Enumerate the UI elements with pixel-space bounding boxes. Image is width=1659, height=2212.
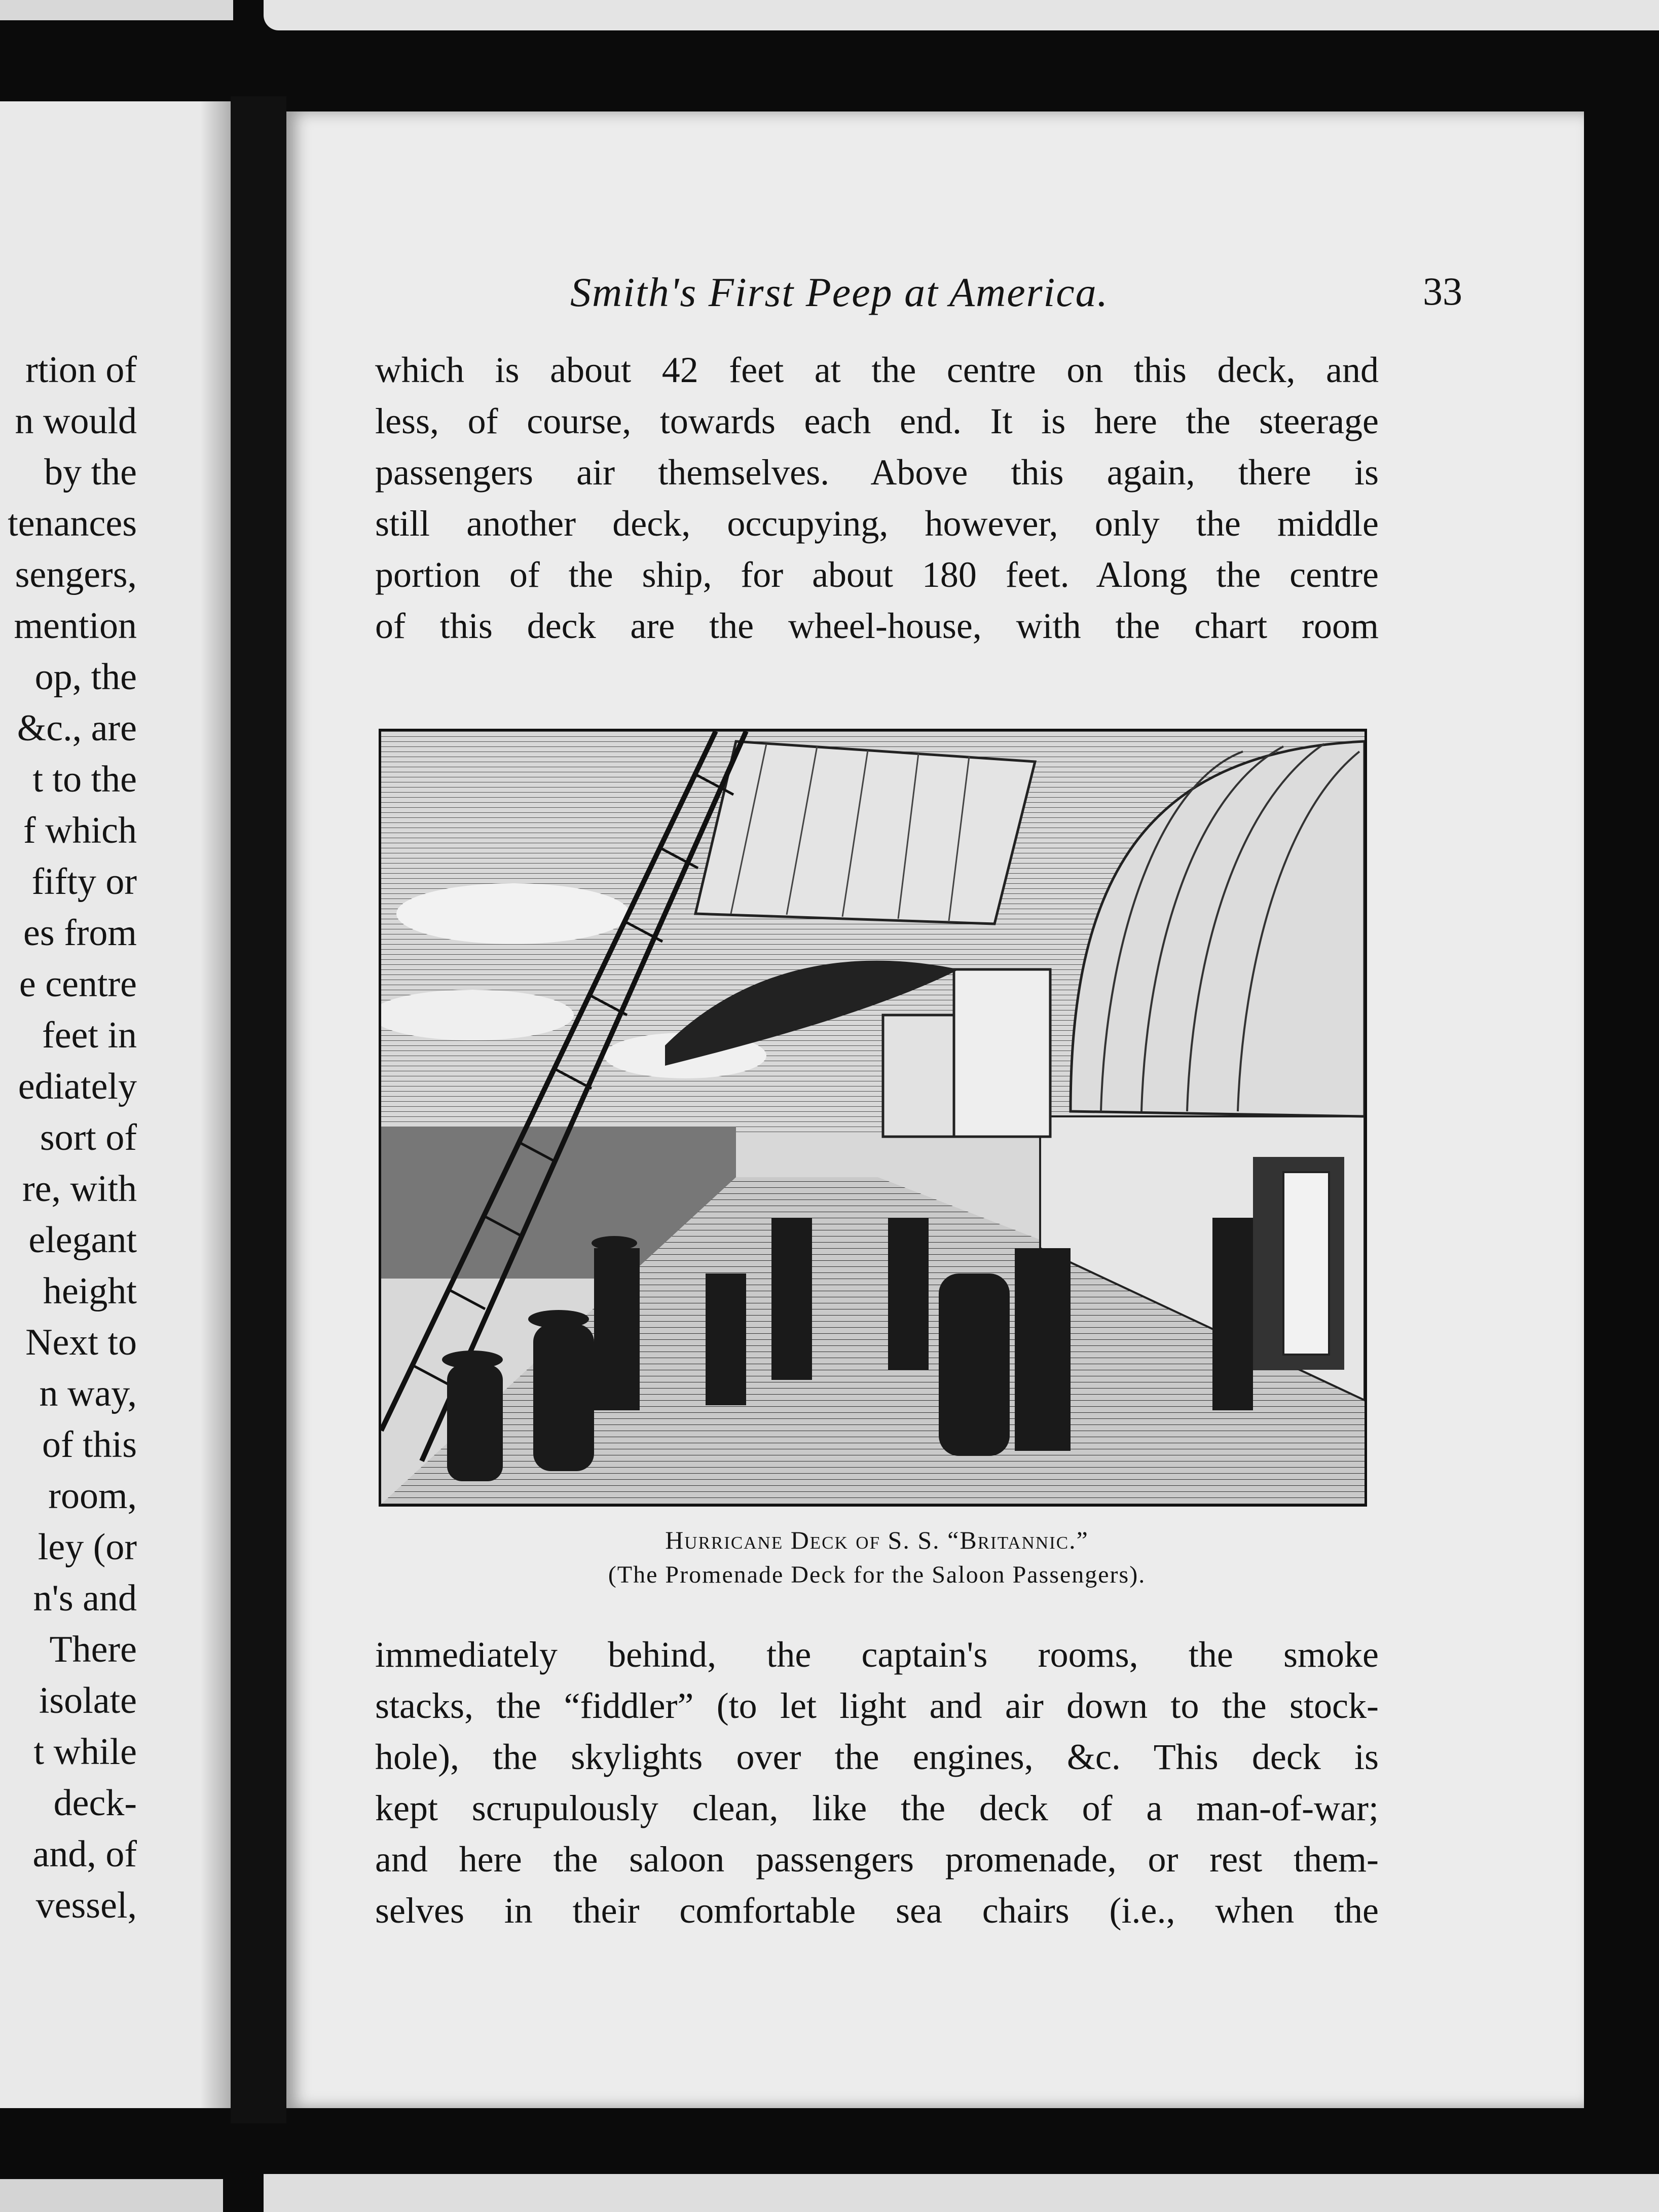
left-page-line: ediately: [18, 1066, 137, 1107]
left-page-line: re, with: [22, 1168, 137, 1210]
left-page-line: sort of: [40, 1117, 137, 1158]
left-page-line: vessel,: [35, 1885, 137, 1926]
text-line: selves in their comfortable sea chairs (i.e., when the: [375, 1890, 1379, 1931]
text-line: portion of the ship, for about 180 feet. Along the centre: [375, 554, 1379, 595]
left-page-line: n would: [15, 400, 137, 442]
left-page-line: mention: [14, 605, 137, 647]
running-title: Smith's First Peep at America.: [570, 269, 1109, 315]
adjacent-page-edge-top: [264, 0, 1659, 30]
left-page-line: n's and: [33, 1578, 137, 1619]
text-line: which is about 42 feet at the centre on this deck, and: [375, 350, 1379, 390]
left-page-line: deck-: [53, 1782, 137, 1824]
paragraph-top: [375, 345, 1379, 652]
left-page-line: n way,: [39, 1373, 137, 1414]
text-line: and here the saloon passengers promenade, or rest them-: [375, 1839, 1379, 1880]
left-page-line: height: [43, 1270, 137, 1312]
left-page-line: sengers,: [15, 554, 137, 595]
left-page-line: elegant: [28, 1219, 137, 1261]
funnel: [883, 1015, 954, 1137]
left-page-line: isolate: [39, 1680, 137, 1721]
left-page-line: room,: [48, 1475, 137, 1517]
text-line: immediately behind, the captain's rooms, the smoke: [375, 1634, 1379, 1675]
left-page-line: op, the: [34, 656, 137, 698]
text-line: stacks, the “fiddler” (to let light and air down to the stock-: [375, 1685, 1379, 1726]
left-page-line: t while: [33, 1731, 137, 1773]
text-line: of this deck are the wheel-house, with the chart room: [375, 606, 1379, 646]
caption-title: Hurricane Deck of S. S. “Britannic.”: [665, 1526, 1089, 1554]
left-page-line: of this: [42, 1424, 137, 1466]
illustration-hurricane-deck: [379, 729, 1367, 1507]
text-line: still another deck, occupying, however, only the middle: [375, 503, 1379, 544]
left-page-line: &c., are: [17, 707, 137, 749]
book-gutter: [231, 96, 286, 2123]
left-page-line: fifty or: [31, 861, 137, 903]
spine-shadow: [200, 101, 231, 2108]
left-page-line: feet in: [42, 1015, 137, 1056]
text-line: less, of course, towards each end. It is here the steerage: [375, 401, 1379, 441]
caption-subtitle: (The Promenade Deck for the Saloon Passengers).: [608, 1561, 1146, 1588]
text-line: passengers air themselves. Above this again, there is: [375, 452, 1379, 493]
cabin-door-panel: [1283, 1172, 1329, 1355]
left-page-line: f which: [23, 810, 137, 851]
left-facing-page: [0, 101, 231, 2108]
left-page-line: by the: [44, 452, 137, 493]
left-page-line: es from: [23, 912, 137, 954]
figure-caption: [375, 1525, 1379, 1589]
main-page: [286, 111, 1584, 2108]
text-line: hole), the skylights over the engines, &c. This deck is: [375, 1737, 1379, 1777]
cloud: [396, 883, 630, 944]
left-page-line: and, of: [32, 1833, 137, 1875]
left-page-text: [0, 345, 231, 1931]
left-page-line: Next to: [25, 1322, 137, 1363]
page-header: [570, 269, 1462, 329]
funnel: [954, 969, 1050, 1137]
left-page-line: tenances: [8, 503, 137, 544]
page-number: 33: [1423, 269, 1462, 313]
left-page-line: ley (or: [38, 1526, 137, 1568]
left-page-line: t to the: [32, 759, 137, 800]
paragraph-bottom: [375, 1629, 1379, 1936]
adjacent-page-edge-top-left: [0, 0, 233, 20]
left-page-line: rtion of: [25, 349, 137, 391]
text-line: kept scrupulously clean, like the deck of a man-of-war;: [375, 1788, 1379, 1828]
left-page-line: e centre: [19, 963, 137, 1005]
adjacent-page-edge-bottom: [264, 2174, 1659, 2212]
adjacent-page-edge-bottom-left: [0, 2179, 223, 2212]
left-page-line: There: [49, 1629, 137, 1670]
engraving-image: [381, 731, 1365, 1504]
